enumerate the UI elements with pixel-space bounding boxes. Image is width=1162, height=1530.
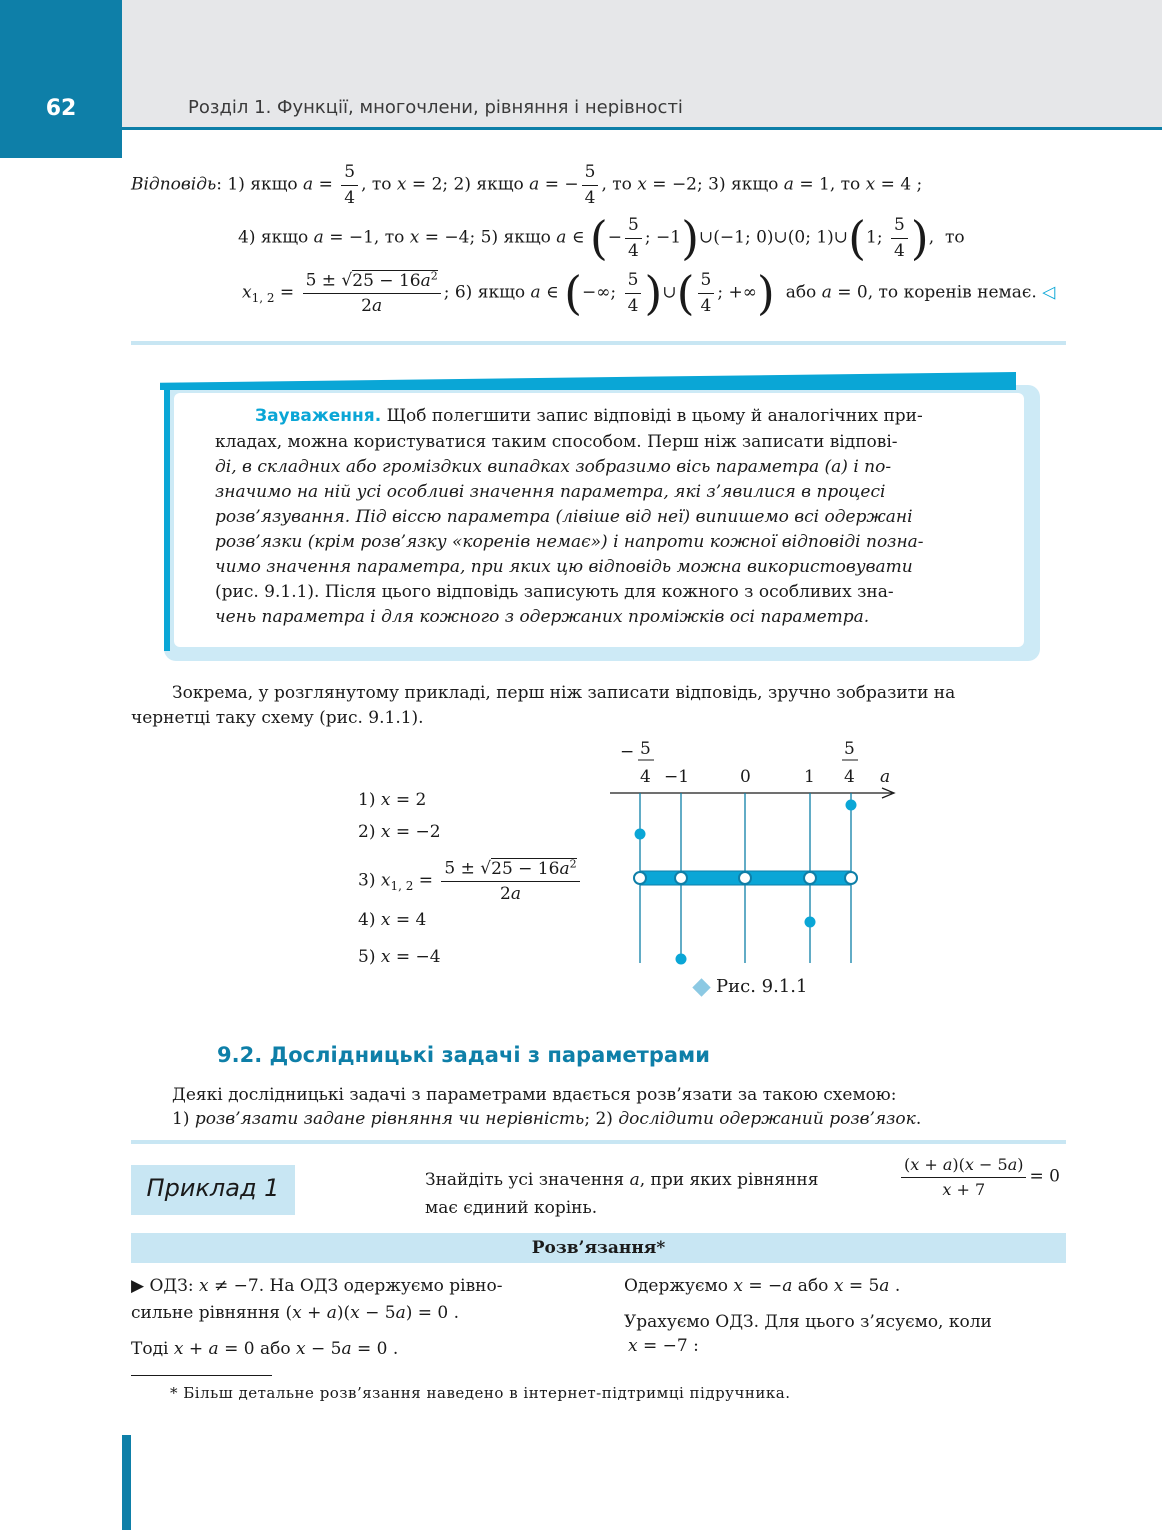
open-point (804, 872, 816, 884)
note-line-4: значимо на ній усі особливі значення параметра, які з’явилися в процесі (215, 482, 886, 502)
margin-bar (122, 1435, 131, 1530)
solution-right-line-1: Одержуємо x = −a або x = 5a . (624, 1276, 901, 1296)
example-task-line-1: Знайдіть усі значення a, при яких рівняння (425, 1170, 819, 1190)
chapter-title: Розділ 1. Функції, многочлени, рівняння і нерівності (188, 97, 683, 118)
tick-label-minus: − (620, 742, 635, 762)
note-line-2: кладах, можна користуватися таким способом. Перш ніж записати відпові- (215, 432, 898, 452)
solution-left-line-2: сильне рівняння (x + a)(x − 5a) = 0 . (131, 1303, 460, 1323)
answer-line-3: $x_{1, 2}$ = $\frac{5 \pm √25 - 16a^2}{2a}$ ; 6) якщо a ∈ (−∞; $\frac{5}{4}$ )∪( $\frac{5}{4}$ ; +∞) або a = 0, то коренів немає. ◁ (242, 266, 1056, 321)
fraction: $\frac{5}{4}$ (582, 163, 599, 207)
note-left-bar (164, 385, 170, 651)
point-answer-4 (805, 917, 816, 928)
page-number-box (0, 0, 122, 158)
tick-label-neg1: −1 (664, 767, 690, 787)
parameter-axis-diagram (600, 735, 910, 970)
open-point (739, 872, 751, 884)
diamond-icon (692, 978, 710, 996)
answer-line-2: 4) якщо a = −1, то x = −4; 5) якщо a ∈ (− $\frac{5}{4}$ ; −1)∪(−1; 0)∪(0; 1)∪(1; $\frac{5}{4}$ ), то (238, 211, 965, 265)
tick-label-0: 0 (740, 767, 751, 787)
page-number: 62 (45, 96, 77, 121)
divider (131, 341, 1066, 345)
note-line-7: чимо значення параметра, при яких цю відповідь можна використовувати (215, 557, 913, 577)
tick-label-num: 5 (844, 739, 855, 759)
note-title: Зауваження. (255, 406, 382, 426)
solution-left-line-1: ▶ ОДЗ: x ≠ −7. На ОДЗ одержуємо рівно- (131, 1276, 503, 1296)
root-formula: $\frac{5 \pm √25 - 16a^2}{2a}$ (303, 270, 441, 316)
note-line-8: (рис. 9.1.1). Після цього відповідь записують для кожного з особливих зна- (215, 582, 894, 602)
axis-label: a (880, 767, 891, 787)
solution-left-line-3: Тоді x + a = 0 або x − 5a = 0 . (131, 1339, 399, 1359)
example-title: Приклад 1 (146, 1174, 280, 1202)
note-line-6: розв’язки (крім розв’язку «коренів немає») і напроти кожної відповіді позна- (215, 532, 924, 552)
open-point (675, 872, 687, 884)
figure-answer-1: 1) x = 2 (358, 790, 427, 810)
tick-label-1: 1 (804, 767, 815, 787)
note-line-9: чень параметра і для кожного з одержаних проміжків осі параметра. (215, 607, 870, 627)
divider (131, 1140, 1066, 1144)
point-answer-1 (846, 800, 857, 811)
example-equation: $\frac{(x + a)(x - 5a)}{x + 7}$ = 0 (898, 1156, 1060, 1198)
figure-answer-2: 2) x = −2 (358, 822, 441, 842)
footnote: * Більш детальне розв’язання наведено в інтернет-підтримці підручника. (170, 1384, 791, 1402)
section-line-2: 1) розв’язати задане рівняння чи нерівність; 2) дослідити одержаний розв’язок. (172, 1109, 922, 1129)
paragraph-line-1: Зокрема, у розглянутому прикладі, перш ніж записати відповідь, зручно зобразити на (172, 683, 956, 703)
figure-caption: Рис. 9.1.1 (695, 976, 807, 997)
open-point (634, 872, 646, 884)
tick-label-den: 4 (844, 767, 855, 787)
solution-right-line-2: Урахуємо ОДЗ. Для цього з’ясуємо, коли (624, 1312, 992, 1332)
answer-line-1: Відповідь: 1) якщо a = $\frac{5}{4}$ , то x = 2; 2) якщо a = − $\frac{5}{4}$ , то x = −2; 3) якщо a = 1, то x = 4 ; (131, 162, 923, 208)
note-accent-strip (160, 372, 1016, 390)
note-line-3: ді, в складних або громіздких випадках зобразимо вісь параметра (a) і по- (215, 457, 892, 477)
figure-answer-5: 5) x = −4 (358, 947, 441, 967)
tick-label-den: 4 (640, 767, 651, 787)
answer-label: Відповідь (131, 174, 217, 195)
example-task-line-2: має єдиний корінь. (425, 1198, 598, 1218)
note-line-5: розв’язування. Під віссю параметра (лівіше від неї) випишемо всі одержані (215, 507, 913, 527)
fraction: $\frac{5}{4}$ (341, 163, 358, 207)
figure-answer-4: 4) x = 4 (358, 910, 427, 930)
header-rule (122, 127, 1162, 130)
section-title: 9.2. Дослідницькі задачі з параметрами (217, 1043, 710, 1067)
open-point (845, 872, 857, 884)
footnote-rule (131, 1375, 272, 1376)
note-line-1: Зауваження. Щоб полегшити запис відповіді в цьому й аналогічних при- (255, 406, 923, 426)
figure-answer-3: 3) $x_{1, 2}$ = $\frac{5 \pm √25 - 16a^2}{2a}$ (358, 858, 583, 904)
point-answer-5 (676, 954, 687, 965)
end-mark-icon: ◁ (1042, 282, 1056, 303)
solution-title: Розв’язання* (531, 1238, 666, 1258)
tick-label-num: 5 (640, 739, 651, 759)
point-answer-2 (635, 829, 646, 840)
section-line-1: Деякі дослідницькі задачі з параметрами вдається розв’язати за такою схемою: (172, 1085, 897, 1105)
paragraph-line-2: чернетці таку схему (рис. 9.1.1). (131, 708, 424, 728)
solution-right-line-3: x = −7 : (628, 1336, 699, 1356)
